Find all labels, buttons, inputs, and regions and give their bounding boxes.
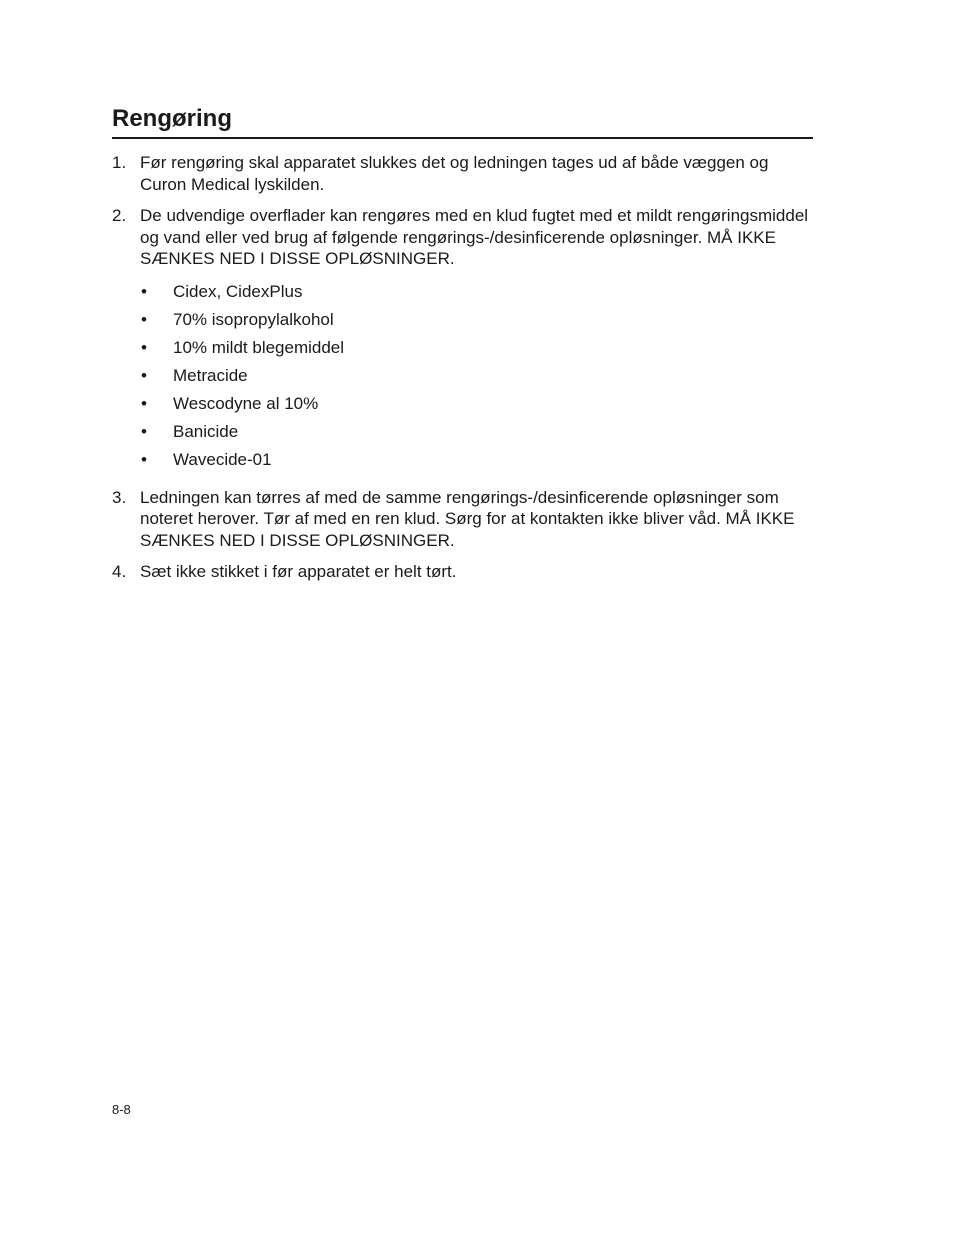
cleaning-steps-list	[112, 152, 817, 593]
solution-item	[140, 309, 817, 337]
solution-item	[140, 365, 817, 393]
step-item	[112, 152, 817, 195]
step-number: 1.	[112, 153, 127, 172]
step-number: 3.	[112, 487, 127, 507]
bullet-icon: •	[141, 309, 147, 329]
step-item	[112, 205, 817, 477]
solution-list	[140, 281, 817, 477]
bullet-icon: •	[141, 449, 147, 469]
bullet-icon: •	[141, 393, 147, 413]
solution-item	[140, 449, 817, 477]
step-text: Før rengøring skal apparatet slukkes det og ledningen tages ud af både væggen og Curon Medical lyskilden.	[140, 153, 769, 194]
bullet-icon: •	[141, 337, 147, 357]
solution-name: 70% isopropylalkohol	[173, 309, 334, 329]
step-number: 4.	[112, 562, 127, 581]
step-number: 2.	[112, 206, 127, 225]
solution-item	[140, 281, 817, 309]
section-heading: Rengøring	[112, 104, 813, 139]
solution-item	[140, 337, 817, 365]
bullet-icon: •	[141, 365, 147, 385]
step-text: Sæt ikke stikket i før apparatet er helt tørt.	[140, 562, 457, 581]
solution-name: Wescodyne al 10%	[173, 393, 319, 413]
solution-item	[140, 421, 817, 449]
bullet-icon: •	[141, 421, 147, 441]
step-text: De udvendige overflader kan rengøres med en klud fugtet med et mildt rengøringsmiddel og vand eller ved brug af følgende rengørings-/desinficerende opløsninger. MÅ IKKE SÆNKES NED I DISSE OPLØSNINGER.	[140, 206, 809, 268]
step-item	[112, 487, 817, 552]
page-number: 8-8	[112, 1102, 131, 1117]
solution-name: 10% mildt blegemiddel	[173, 337, 345, 357]
bullet-icon: •	[141, 281, 147, 301]
solution-item	[140, 393, 817, 421]
step-item	[112, 561, 817, 583]
solution-name: Banicide	[173, 421, 239, 441]
solution-name: Cidex, CidexPlus	[173, 281, 303, 301]
step-text: Ledningen kan tørres af med de samme rengørings-/desinficerende opløsninger som noteret herover. Tør af med en ren klud. Sørg for at kontakten ikke bliver våd. MÅ IKKE SÆNKES NED I DISSE OPLØSNINGER.	[140, 487, 795, 550]
solution-name: Wavecide-01	[173, 449, 272, 469]
solution-name: Metracide	[173, 365, 248, 385]
